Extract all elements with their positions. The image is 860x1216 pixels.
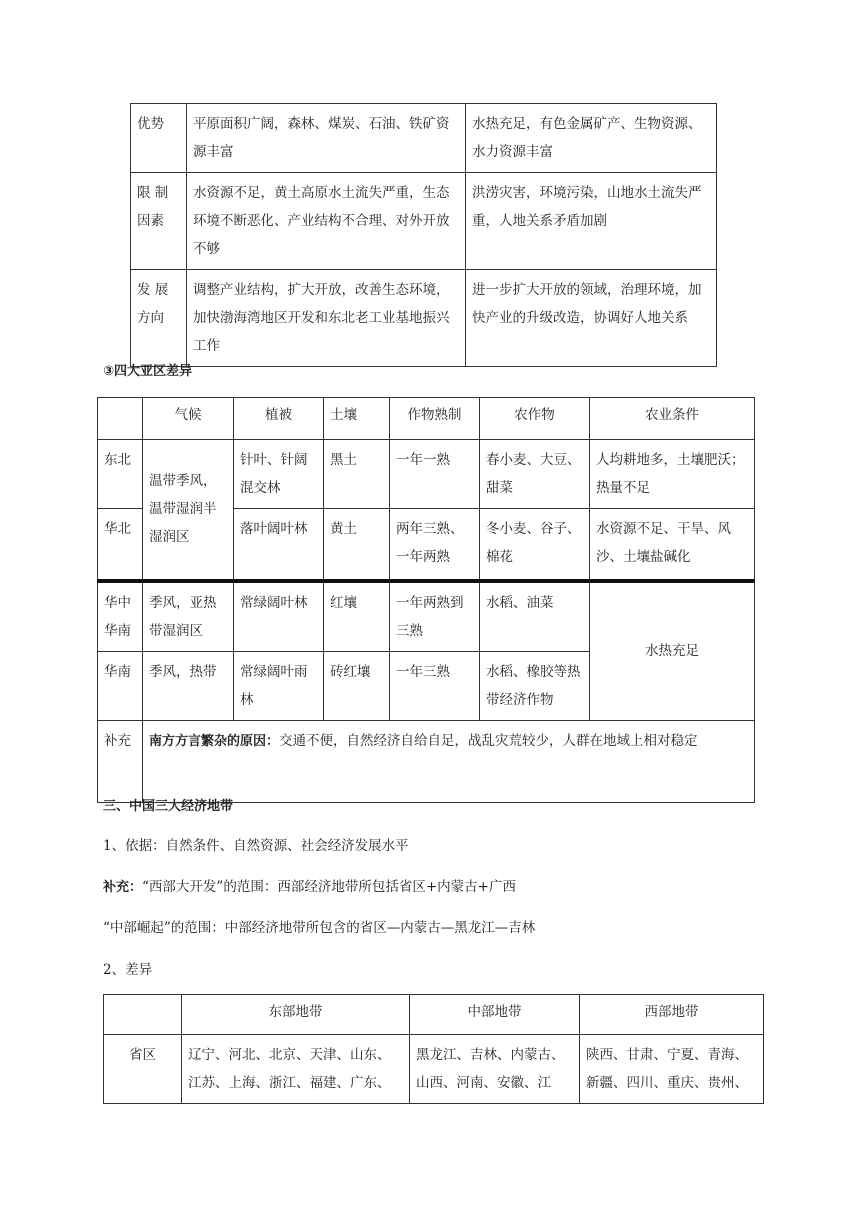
region-label: 华中华南 <box>98 581 143 652</box>
header-cell: 农业条件 <box>590 398 755 440</box>
west-cell: 陕西、甘肃、宁夏、青海、新疆、四川、重庆、贵州、 <box>580 1035 764 1104</box>
header-cell: 作物熟制 <box>390 398 480 440</box>
basis-line: 1、依据：自然条件、自然资源、社会经济发展水平 <box>103 838 409 854</box>
crops-cell: 水稻、油菜 <box>480 581 590 652</box>
table-row <box>98 720 755 802</box>
header-cell: 土壤 <box>324 398 390 440</box>
header-cell: 西部地带 <box>580 995 764 1035</box>
difference-heading: 2、差异 <box>103 962 153 978</box>
soil-cell: 黑土 <box>324 440 390 509</box>
four-subregions-table <box>97 397 755 803</box>
vegetation-cell: 常绿阔叶林 <box>234 581 324 652</box>
south-cell: 洪涝灾害，环境污染，山地水土流失严重，人地关系矛盾加剧 <box>466 173 717 270</box>
section-heading-regions: ③四大亚区差异 <box>103 364 193 379</box>
north-south-comparison-table <box>130 103 717 367</box>
header-cell: 中部地带 <box>410 995 580 1035</box>
north-cell: 水资源不足，黄土高原水土流失严重，生态环境不断恶化、产业结构不合理、对外开放不够 <box>187 173 466 270</box>
row-label: 发 展方向 <box>131 270 187 367</box>
header-cell: 东部地带 <box>182 995 410 1035</box>
crops-cell: 水稻、橡胶等热带经济作物 <box>480 651 590 720</box>
table-row <box>98 581 755 652</box>
row-label: 优势 <box>131 104 187 173</box>
cropping-cell: 两年三熟、一年两熟 <box>390 509 480 581</box>
climate-cell: 季风，亚热带湿润区 <box>143 581 234 652</box>
region-label: 华北 <box>98 509 143 581</box>
east-cell: 辽宁、河北、北京、天津、山东、江苏、上海、浙江、福建、广东、 <box>182 1035 410 1104</box>
south-cell: 进一步扩大开放的领域，治理环境，加快产业的升级改造，协调好人地关系 <box>466 270 717 367</box>
cropping-cell: 一年一熟 <box>390 440 480 509</box>
central-rise-line: “中部崛起”的范围：中部经济地带所包含的省区—内蒙古—黑龙江—吉林 <box>103 920 536 936</box>
vegetation-cell: 落叶阔叶林 <box>234 509 324 581</box>
table-row <box>131 173 717 270</box>
condition-cell: 人均耕地多，土壤肥沃；热量不足 <box>590 440 755 509</box>
north-cell: 调整产业结构，扩大开放，改善生态环境，加快渤海湾地区开发和东北老工业基地振兴工作 <box>187 270 466 367</box>
region-label: 华南 <box>98 651 143 720</box>
north-climate-cell: 温带季风，温带湿润半湿润区 <box>143 440 234 581</box>
supplement-bold: 南方方言繁杂的原因： <box>149 733 280 749</box>
supplement-line <box>103 877 516 898</box>
table-header-row <box>98 398 755 440</box>
south-cell: 水热充足，有色金属矿产、生物资源、水力资源丰富 <box>466 104 717 173</box>
crops-cell: 冬小麦、谷子、棉花 <box>480 509 590 581</box>
crops-cell: 春小麦、大豆、甜菜 <box>480 440 590 509</box>
table-row <box>131 270 717 367</box>
row-label: 限 制因素 <box>131 173 187 270</box>
section-title: 三、中国三大经济地带 <box>103 799 234 814</box>
header-cell: 植被 <box>234 398 324 440</box>
header-cell <box>104 995 182 1035</box>
cropping-cell: 一年三熟 <box>390 651 480 720</box>
table-row <box>98 440 755 509</box>
soil-cell: 黄土 <box>324 509 390 581</box>
header-cell: 气候 <box>143 398 234 440</box>
vegetation-cell: 针叶、针阔混交林 <box>234 440 324 509</box>
header-cell: 农作物 <box>480 398 590 440</box>
south-condition-cell: 水热充足 <box>590 581 755 721</box>
supplement-label: 补充 <box>98 720 143 802</box>
soil-cell: 红壤 <box>324 581 390 652</box>
central-cell: 黑龙江、吉林、内蒙古、山西、河南、安徽、江 <box>410 1035 580 1104</box>
cropping-cell: 一年两熟到三熟 <box>390 581 480 652</box>
north-cell: 平原面积广阔，森林、煤炭、石油、铁矿资源丰富 <box>187 104 466 173</box>
vegetation-cell: 常绿阔叶雨林 <box>234 651 324 720</box>
table-row <box>104 1035 764 1104</box>
supplement-text: “西部大开发”的范围：西部经济地带所包括省区+内蒙古+广西 <box>142 879 516 895</box>
header-cell <box>98 398 143 440</box>
row-label: 省区 <box>104 1035 182 1104</box>
supplement-bold: 补充： <box>103 880 143 895</box>
condition-cell: 水资源不足、干旱、风沙、土壤盐碱化 <box>590 509 755 581</box>
table-header-row <box>104 995 764 1035</box>
supplement-text: 交通不便，自然经济自给自足，战乱灾荒较少，人群在地域上相对稳定 <box>279 732 698 749</box>
supplement-cell <box>143 720 755 802</box>
climate-cell: 季风，热带 <box>143 651 234 720</box>
three-economic-zones-table <box>103 994 764 1104</box>
soil-cell: 砖红壤 <box>324 651 390 720</box>
region-label: 东北 <box>98 440 143 509</box>
table-row <box>131 104 717 173</box>
